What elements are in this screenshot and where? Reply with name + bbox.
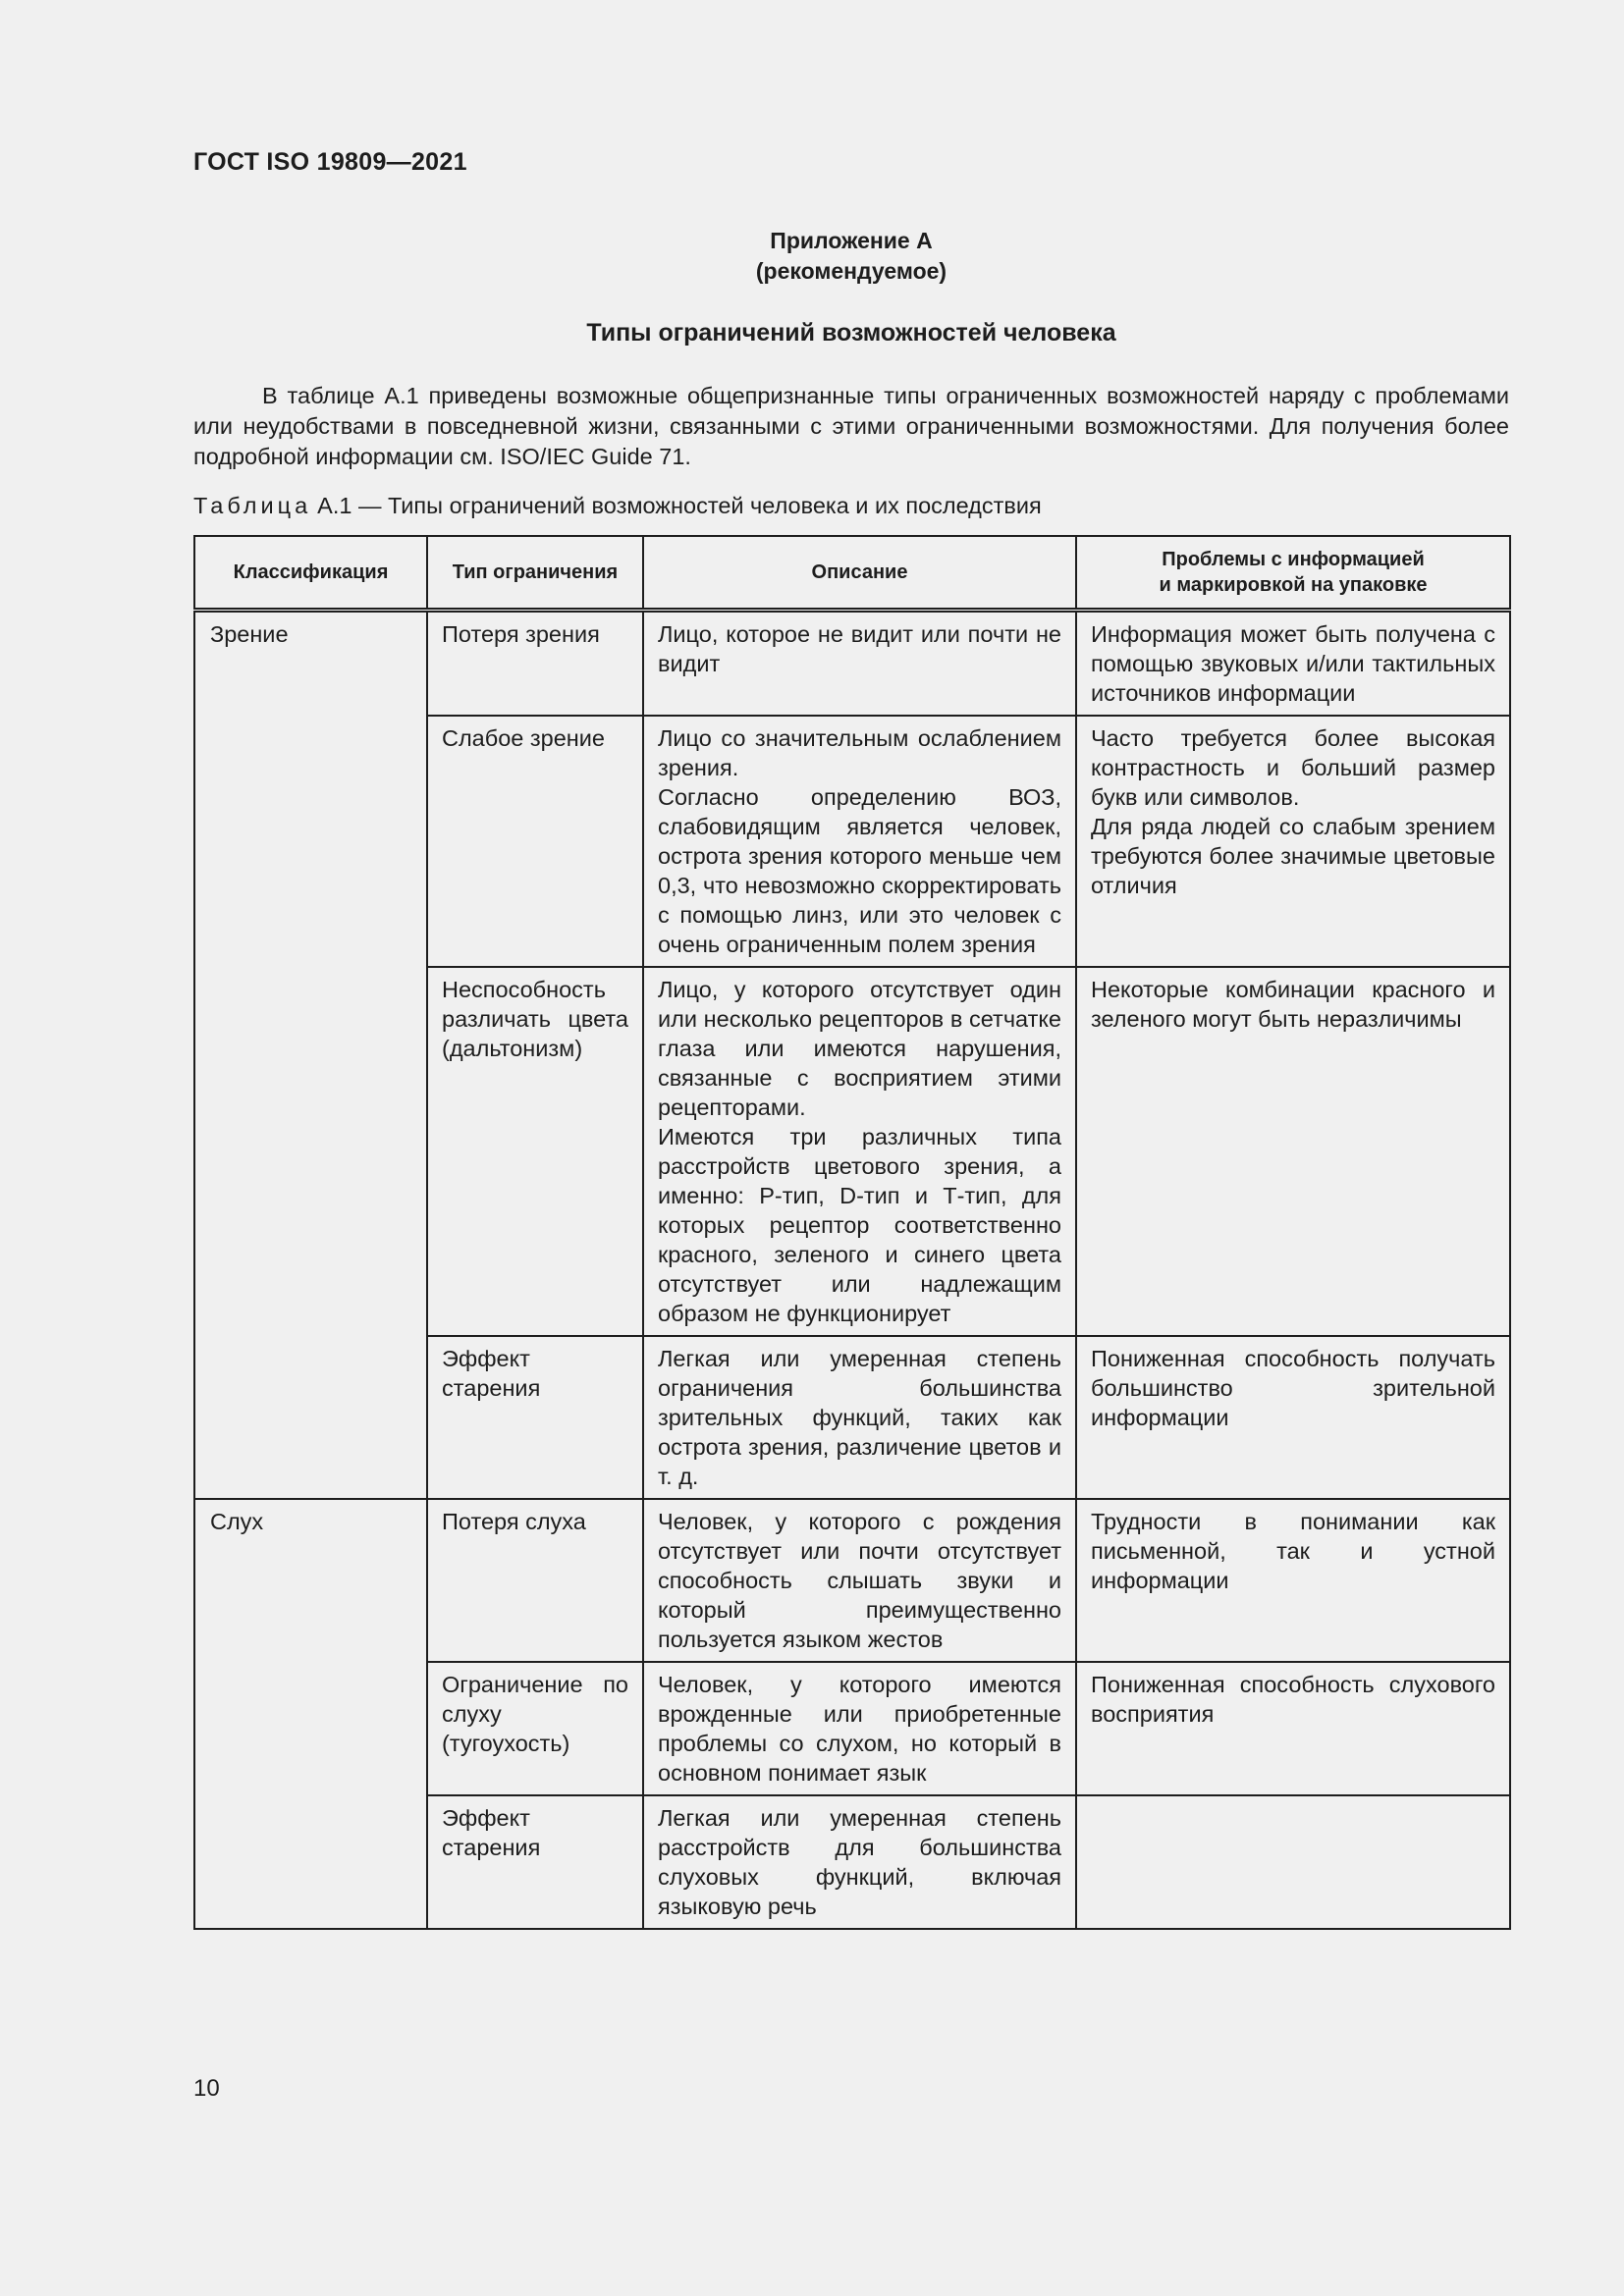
cell-problems xyxy=(1076,1662,1510,1795)
description-paragraph: Имеются три различных типа расстройств цветового зрения, а именно: Р-тип, D-тип и Т-тип, для которых рецептор соответственно красного, зеленого и синего цвета отсутствует или надлежащим образом не функционирует xyxy=(658,1124,1061,1326)
problems-paragraph: Часто требуется более высокая контрастность и больший размер букв или символов. xyxy=(1091,725,1495,810)
problems-paragraph: Для ряда людей со слабым зрением требуются более значимые цветовые отличия xyxy=(1091,814,1495,898)
section-title: Типы ограничений возможностей человека xyxy=(586,319,1116,347)
cell-type: Потеря зрения xyxy=(427,611,643,717)
intro-paragraph: В таблице А.1 приведены возможные общепризнанные типы ограниченных возможностей наряду с проблемами или неудобствами в повседневной жизни, связанными с этими ограниченными возможностями. Для получения более подробной информации см. ISO/IEC Guide 71. xyxy=(193,383,1509,469)
description-paragraph: Согласно определению ВОЗ, слабовидящим является человек, острота зрения которого меньше чем 0,3, что невозможно скорректировать с помощью линз, или это человек с очень ограниченным полем зрения xyxy=(658,784,1061,957)
cell-type: Эффект старения xyxy=(427,1795,643,1929)
table-row xyxy=(194,1499,1510,1662)
description-paragraph: Лицо, которое не видит или почти не видит xyxy=(658,621,1061,676)
problems-paragraph: Трудности в понимании как письменной, так и устной информации xyxy=(1091,1509,1495,1593)
header-problems-line2: и маркировкой на упаковке xyxy=(1159,574,1428,596)
disability-types-table xyxy=(193,535,1511,1930)
cell-description xyxy=(643,716,1076,967)
annex-heading xyxy=(193,226,1509,287)
cell-problems xyxy=(1076,611,1510,717)
cell-type: Неспособность различать цвета (дальтонизм) xyxy=(427,967,643,1336)
annex-title: Приложение А xyxy=(770,228,933,253)
problems-paragraph: Пониженная способность слухового восприятия xyxy=(1091,1672,1495,1727)
cell-description xyxy=(643,611,1076,717)
description-paragraph: Человек, у которого с рождения отсутствует или почти отсутствует способность слышать звуки и который преимущественно пользуется языком жестов xyxy=(658,1509,1061,1652)
document-header: ГОСТ ISO 19809—2021 xyxy=(193,148,467,176)
description-paragraph: Человек, у которого имеются врожденные или приобретенные проблемы со слухом, но который в основном понимает язык xyxy=(658,1672,1061,1786)
table-body xyxy=(194,611,1510,1930)
cell-classification: Слух xyxy=(194,1499,427,1929)
cell-description xyxy=(643,967,1076,1336)
table-row xyxy=(194,611,1510,717)
cell-description xyxy=(643,1499,1076,1662)
header-classification: Классификация xyxy=(194,536,427,611)
table-header-row xyxy=(194,536,1510,611)
page-number: 10 xyxy=(193,2075,220,2102)
problems-paragraph: Информация может быть получена с помощью звуковых и/или тактильных источников информации xyxy=(1091,621,1495,706)
cell-problems xyxy=(1076,1336,1510,1499)
description-paragraph: Легкая или умеренная степень ограничения большинства зрительных функций, таких как острота зрения, различение цветов и т. д. xyxy=(658,1346,1061,1489)
annex-status: (рекомендуемое) xyxy=(755,258,947,284)
problems-paragraph: Некоторые комбинации красного и зеленого могут быть неразличимы xyxy=(1091,977,1495,1032)
cell-type: Ограничение по слуху (тугоухость) xyxy=(427,1662,643,1795)
table-caption-word: Таблица xyxy=(193,493,312,518)
cell-problems xyxy=(1076,967,1510,1336)
problems-paragraph: Пониженная способность получать большинство зрительной информации xyxy=(1091,1346,1495,1430)
description-paragraph: Легкая или умеренная степень расстройств для большинства слуховых функций, включая языковую речь xyxy=(658,1805,1061,1919)
cell-type: Потеря слуха xyxy=(427,1499,643,1662)
table-caption-text: А.1 — Типы ограничений возможностей человека и их последствия xyxy=(317,493,1042,518)
header-problems-line1: Проблемы с информацией xyxy=(1162,549,1425,570)
cell-classification: Зрение xyxy=(194,611,427,1500)
table-caption xyxy=(193,493,1042,519)
cell-type: Слабое зрение xyxy=(427,716,643,967)
header-description: Описание xyxy=(643,536,1076,611)
header-problems xyxy=(1076,536,1510,611)
cell-problems xyxy=(1076,716,1510,967)
description-paragraph: Лицо, у которого отсутствует один или несколько рецепторов в сетчатке глаза или имеются нарушения, связанные с восприятием этими рецепторами. xyxy=(658,977,1061,1120)
cell-description xyxy=(643,1795,1076,1929)
cell-description xyxy=(643,1662,1076,1795)
cell-problems xyxy=(1076,1795,1510,1929)
header-type: Тип ограничения xyxy=(427,536,643,611)
cell-type: Эффект старения xyxy=(427,1336,643,1499)
cell-description xyxy=(643,1336,1076,1499)
cell-problems xyxy=(1076,1499,1510,1662)
description-paragraph: Лицо со значительным ослаблением зрения. xyxy=(658,725,1061,780)
